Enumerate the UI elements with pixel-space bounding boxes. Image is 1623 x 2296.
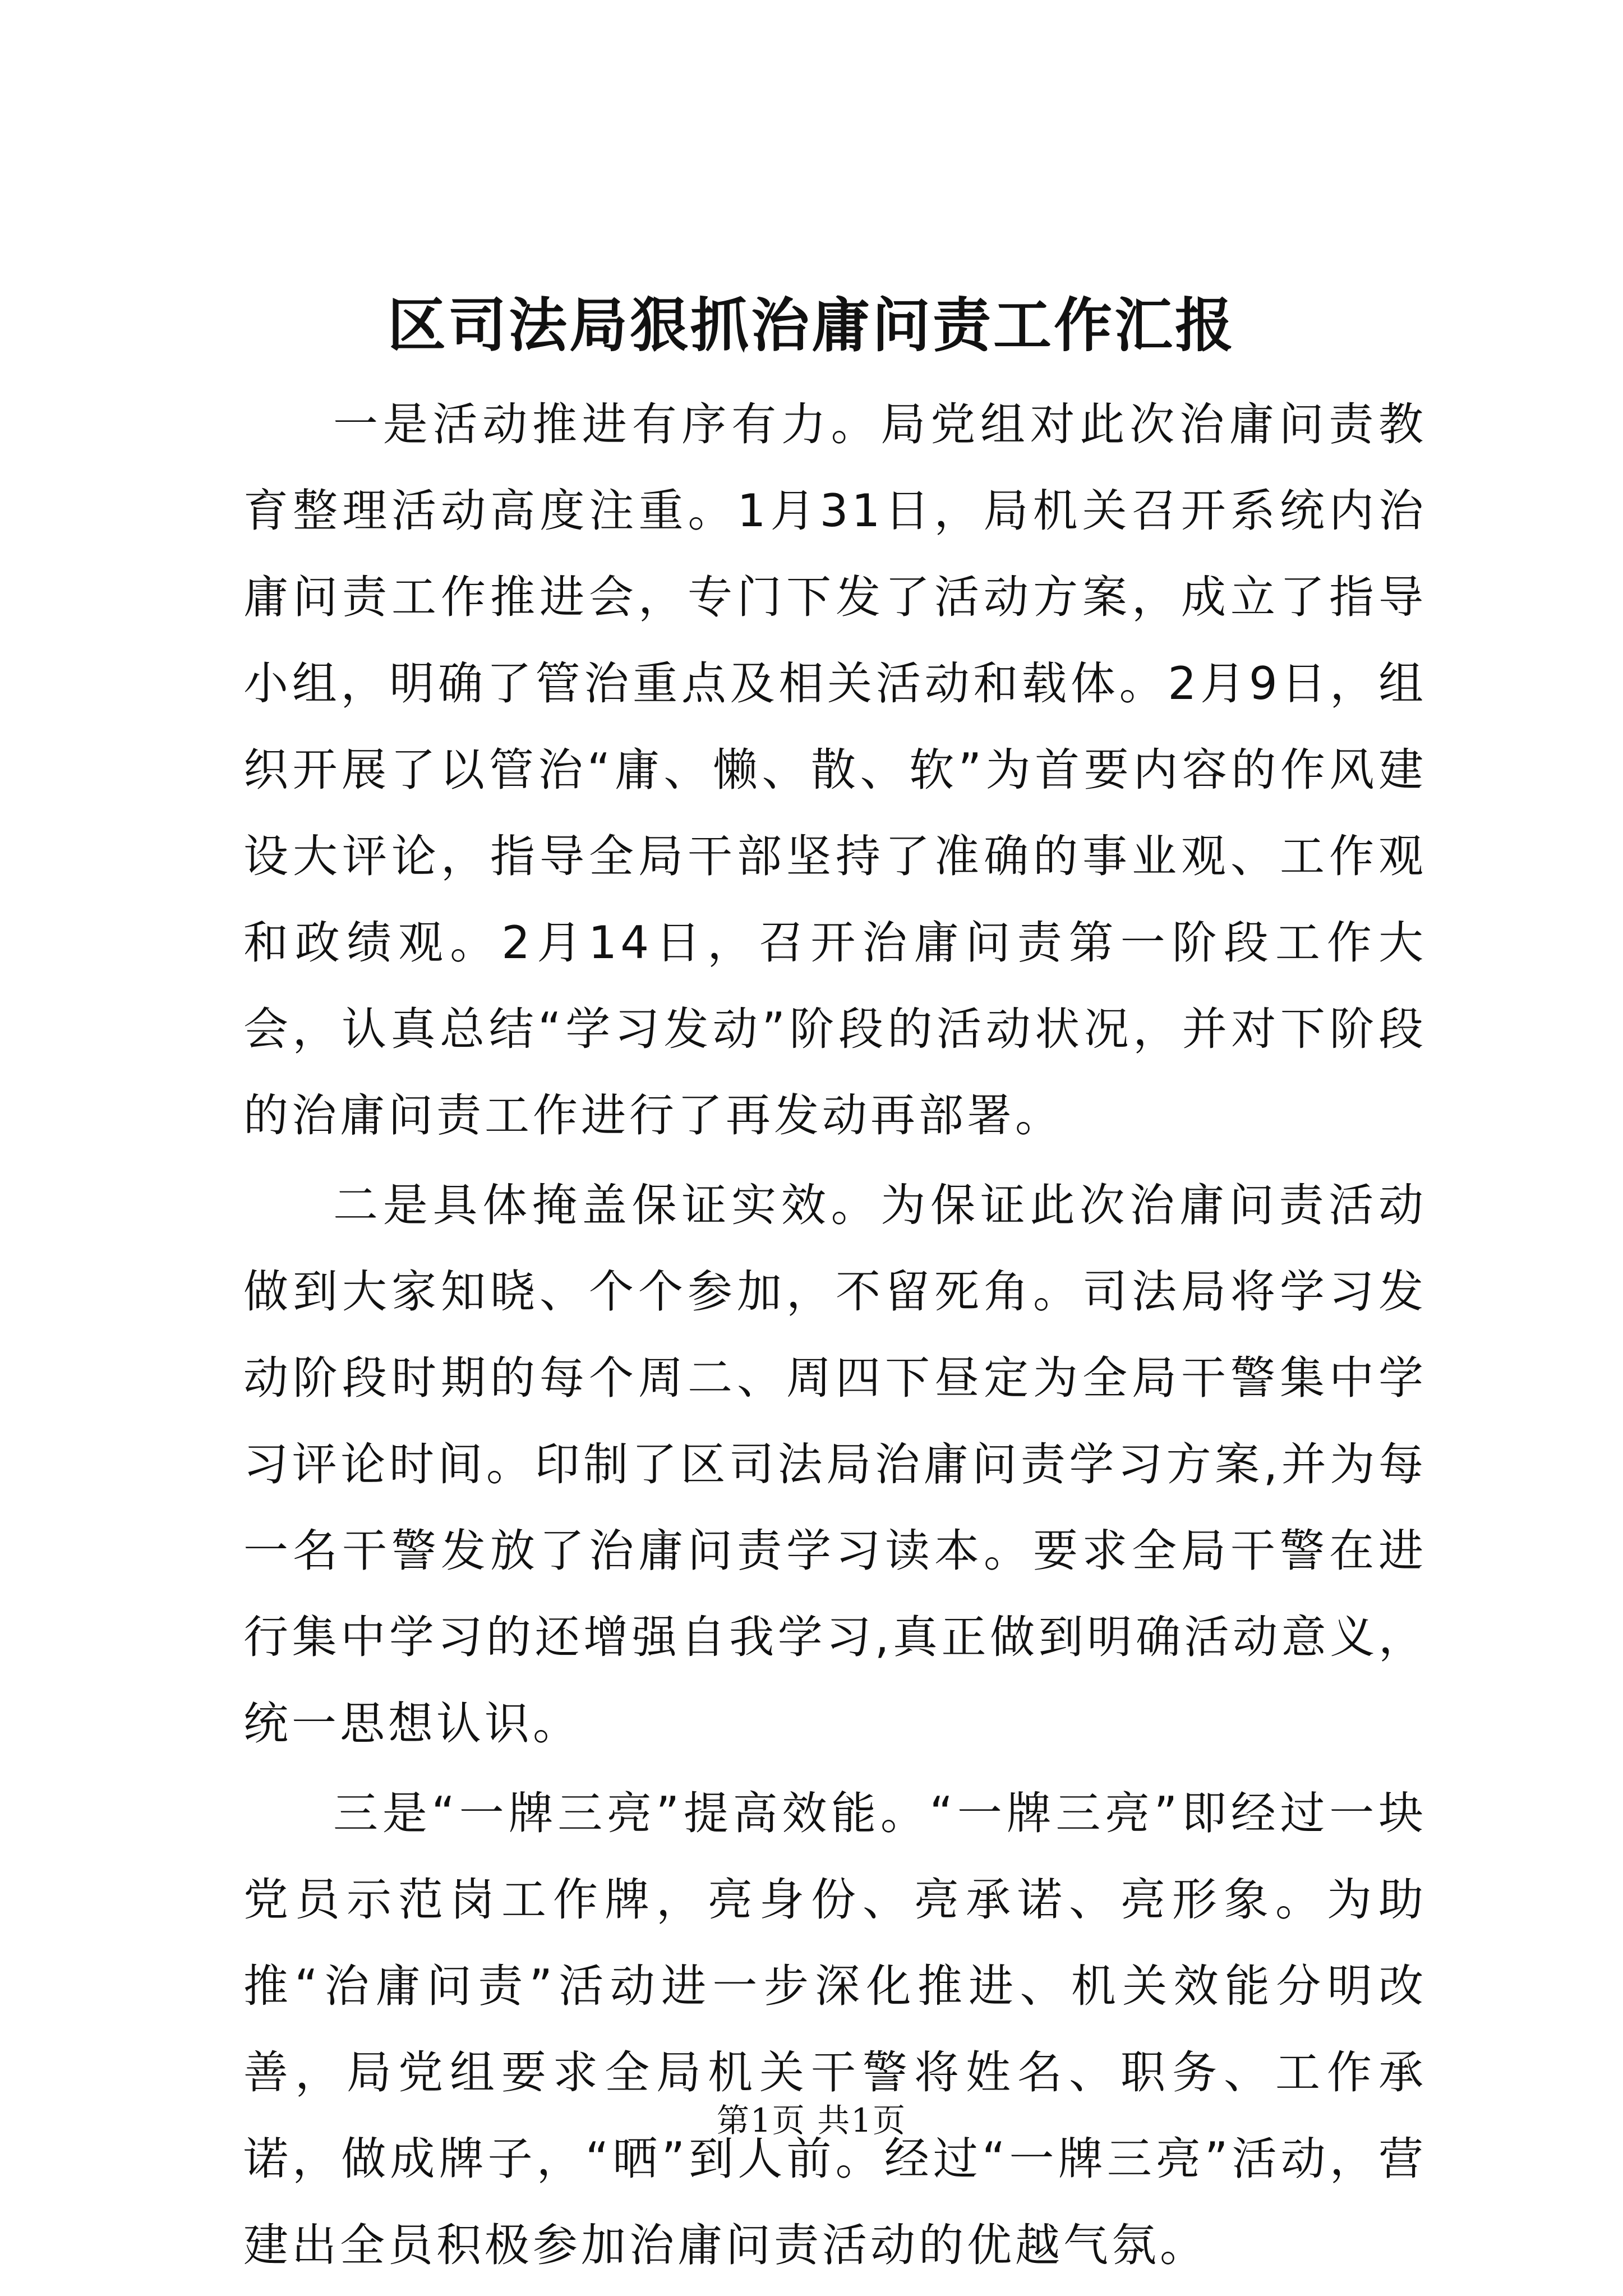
paragraph-3: 三是“一牌三亮”提高效能。“一牌三亮”即经过一块党员示范岗工作牌，亮身份、亮承诺、亮形象。为助推“治庸问责”活动进一步深化推进、机关效能分明改善，局党组要求全局机关干警将姓名、职务、工作承诺，做成牌子，“晒”到人前。经过“一牌三亮”活动，营建出全员积极参加治庸问责活动的优越气氛。 <box>243 1787 1427 2271</box>
document-title: 区司法局狠抓治庸问责工作汇报 <box>387 291 1235 360</box>
paragraph-2: 二是具体掩盖保证实效。为保证此次治庸问责活动做到大家知晓、个个参加，不留死角。司法局将学习发动阶段时期的每个周二、周四下昼定为全局干警集中学习评论时间。印制了区司法局治庸问责学习方案,并为每一名干警发放了治庸问责学习读本。要求全局干警在进行集中学习的还增强自我学习,真正做到明确活动意义，统一思想认识。 <box>243 1179 1427 1750</box>
document-body <box>243 381 1427 2289</box>
paragraph-1: 一是活动推进有序有力。局党组对此次治庸问责教育整理活动高度注重。1月31日，局机关召开系统内治庸问责工作推进会，专门下发了活动方案，成立了指导小组，明确了管治重点及相关活动和载体。2月9日，组织开展了以管治“庸、懒、散、软”为首要内容的作风建设大评论，指导全局干部坚持了准确的事业观、工作观和政绩观。2月14日，召开治庸问责第一阶段工作大会，认真总结“学习发动”阶段的活动状况，并对下阶段的治庸问责工作进行了再发动再部署。 <box>243 398 1427 1142</box>
page-number-footer: 第1页 共1页 <box>716 2101 907 2139</box>
